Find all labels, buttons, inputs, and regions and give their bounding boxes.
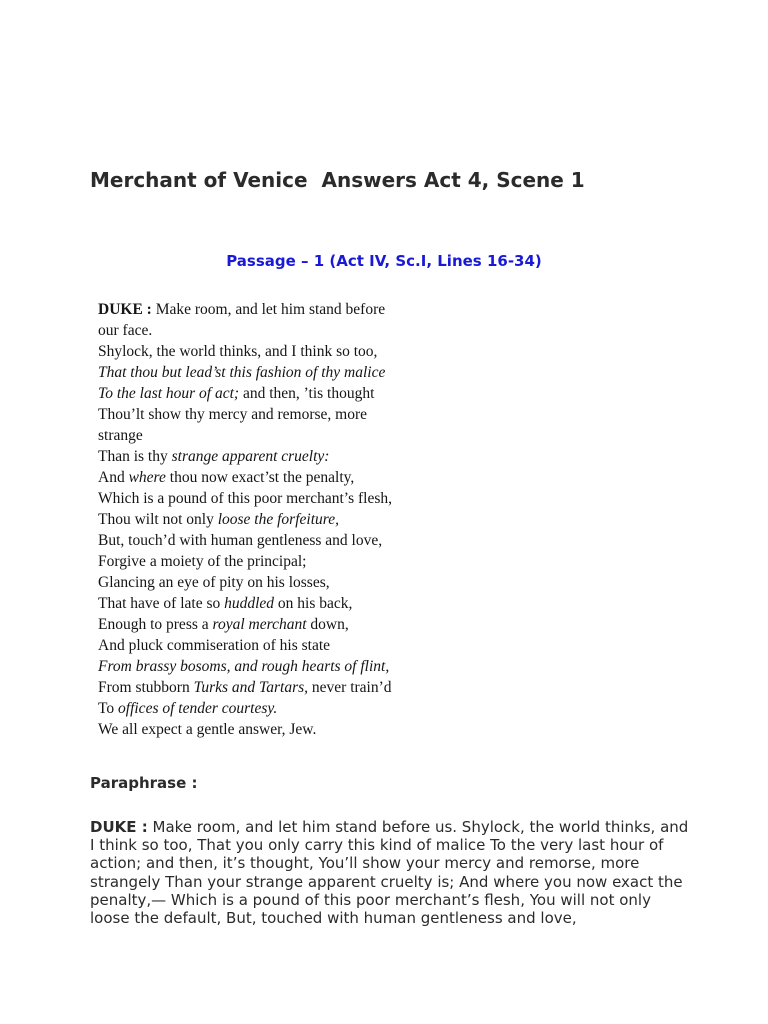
poem-text: Than is thy: [98, 448, 172, 465]
poem-line: [98, 488, 418, 509]
poem-line: [98, 593, 418, 614]
poem-line: [98, 362, 418, 383]
poem-text: and then, ’tis thought: [239, 385, 375, 402]
poem-text: And pluck commiseration of his state: [98, 637, 331, 654]
poem-emphasis: Turks and Tartars,: [193, 679, 309, 696]
paraphrase-label: Paraphrase :: [90, 774, 198, 792]
poem-text: To: [98, 700, 119, 717]
poem-emphasis: To the last hour of act;: [98, 385, 240, 402]
poem-line: [98, 572, 418, 593]
paraphrase-speaker: DUKE :: [90, 818, 148, 836]
poem-line: [98, 446, 418, 467]
paraphrase-body: Make room, and let him stand before us. Shylock, the world thinks, and I think so too, That you only carry this kind of malice To the very last hour of action; and then, it’s thought, You’ll show your mercy and remorse, more strangely Than your strange apparent cruelty is; And where you now exact the penalty,— Which is a pound of this poor merchant’s flesh, You will not only loose the default, But, touched with human gentleness and love,: [90, 818, 689, 928]
poem-text: strange: [98, 427, 143, 444]
poem-line: [98, 467, 418, 488]
poem-line: [98, 698, 418, 719]
poem-text: From stubborn: [98, 679, 194, 696]
poem-line: [98, 551, 418, 572]
poem-text: But, touch’d with human gentleness and love,: [98, 532, 383, 549]
poem-text: down,: [306, 616, 349, 633]
passage-heading: Passage – 1 (Act IV, Sc.I, Lines 16-34): [226, 252, 542, 270]
poem-line: [98, 509, 418, 530]
poem-line: [98, 383, 418, 404]
poem-text: never train’d: [308, 679, 392, 696]
poem-text: Enough to press a: [98, 616, 213, 633]
poem-text: That have of late so: [98, 595, 225, 612]
poem-emphasis: where: [128, 469, 166, 486]
poem-text: We all expect a gentle answer, Jew.: [98, 721, 317, 738]
poem-speaker: DUKE :: [98, 301, 156, 318]
poem-text: And: [98, 469, 129, 486]
page-title: Merchant of Venice Answers Act 4, Scene 1: [90, 168, 585, 192]
poem-line: [98, 530, 418, 551]
poem-line: [98, 677, 418, 698]
poem-line: [98, 320, 418, 341]
poem-line: [98, 299, 418, 320]
poem-emphasis: royal merchant: [212, 616, 307, 633]
poem-emphasis: loose the forfeiture,: [217, 511, 339, 528]
poem-line: [98, 341, 418, 362]
poem-text: Glancing an eye of pity on his losses,: [98, 574, 330, 591]
poem-line: [98, 425, 418, 446]
poem-emphasis: offices of tender courtesy.: [118, 700, 278, 717]
poem-emphasis: That thou but lead’st this fashion of thy malice: [98, 364, 386, 381]
poem-text: thou now exact’st the penalty,: [165, 469, 355, 486]
poem-emphasis: strange apparent cruelty:: [171, 448, 330, 465]
poem-text: Make room, and let him stand before: [155, 301, 386, 318]
paraphrase-text: [90, 818, 690, 927]
poem-text: Forgive a moiety of the principal;: [98, 553, 307, 570]
poem-text: Thou’lt show thy mercy and remorse, more: [98, 406, 368, 423]
poem-text: Which is a pound of this poor merchant’s flesh,: [98, 490, 393, 507]
poem-text: Shylock, the world thinks, and I think so too,: [98, 343, 378, 360]
poem-line: [98, 656, 418, 677]
poem-line: [98, 719, 418, 740]
passage-poem: [98, 299, 418, 740]
poem-emphasis: From brassy bosoms, and rough hearts of flint,: [98, 658, 390, 675]
poem-line: [98, 635, 418, 656]
poem-text: on his back,: [274, 595, 353, 612]
poem-line: [98, 404, 418, 425]
poem-text: Thou wilt not only: [98, 511, 218, 528]
poem-text: our face.: [98, 322, 153, 339]
poem-emphasis: huddled: [224, 595, 275, 612]
poem-line: [98, 614, 418, 635]
